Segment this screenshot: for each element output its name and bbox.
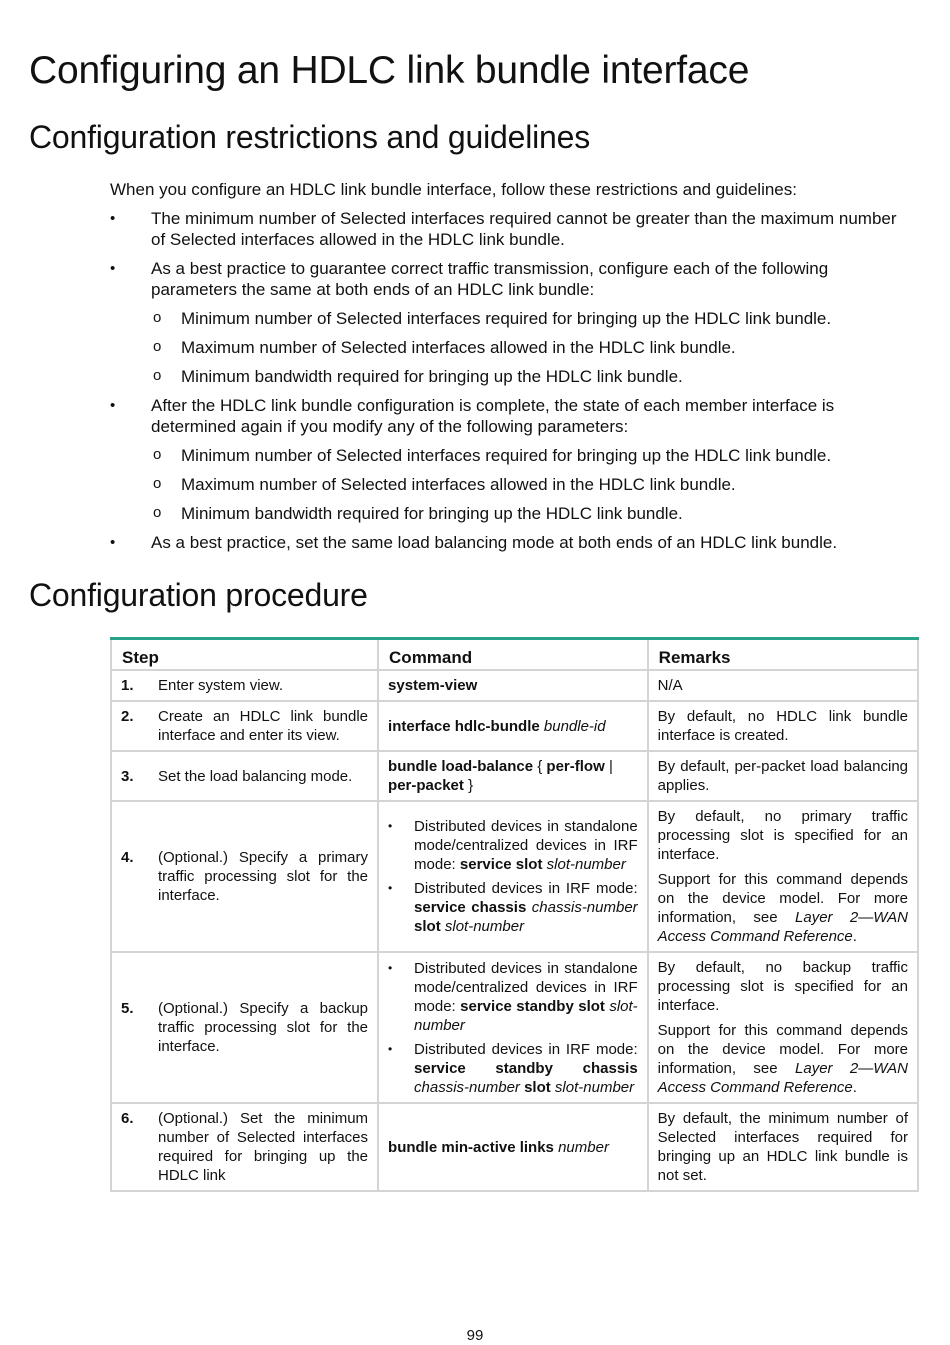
step-number: 3. — [121, 767, 134, 785]
command-argument: slot-number — [444, 918, 525, 935]
bullet-icon: • — [110, 210, 116, 227]
step-cell — [111, 801, 378, 952]
command-options-list — [388, 959, 638, 1097]
command-argument: chassis-number — [531, 899, 638, 916]
step-text: Enter system view. — [158, 677, 284, 694]
remark-period: . — [852, 1079, 857, 1096]
command-cell — [378, 701, 648, 751]
remarks-cell — [648, 670, 918, 701]
page-title: Configuring an HDLC link bundle interface — [29, 49, 750, 92]
table-header-row — [111, 639, 918, 671]
bullet-icon: • — [388, 881, 393, 895]
bullet-icon: • — [110, 534, 116, 551]
remarks-cell — [648, 801, 918, 952]
bullet-icon: • — [110, 260, 116, 277]
bullet-icon: • — [388, 1041, 393, 1056]
table-row — [111, 1103, 918, 1191]
command-punct: } — [468, 777, 474, 794]
table-row — [111, 670, 918, 701]
remarks-cell — [648, 1103, 918, 1191]
column-header-command: Command — [378, 639, 648, 671]
remark-text: By default, no primary traffic processing slot is specified for an interface. — [657, 808, 908, 863]
step-cell — [111, 1103, 378, 1191]
list-item-text: The minimum number of Selected interfaces required cannot be greater than the maximum number of Selected interfaces allowed in the HDLC link bundle. — [151, 209, 897, 249]
sub-list-item — [110, 474, 910, 495]
page-number: 99 — [466, 1327, 484, 1344]
table-row — [111, 701, 918, 751]
option-text: Distributed devices in standalone mode/centralized devices in IRF mode: — [414, 818, 638, 873]
command-keyword: bundle load-balance — [388, 758, 534, 775]
step-text: (Optional.) Specify a backup traffic processing slot for the interface. — [158, 1000, 369, 1055]
sub-list-item-text: Minimum number of Selected interfaces required for bringing up the HDLC link bundle. — [181, 446, 832, 465]
remark-text: Support for this command depends on the device model. For more information, see — [657, 1022, 908, 1077]
manual-reference: Layer 2—WAN Access Command Reference — [657, 909, 908, 945]
command-keyword: interface hdlc-bundle — [388, 717, 540, 735]
command-punct: { — [537, 758, 543, 775]
step-cell — [111, 751, 378, 801]
list-item-text: After the HDLC link bundle configuration is complete, the state of each member interface is determined again if you modify any of the following parameters: — [151, 396, 835, 436]
step-number: 1. — [121, 677, 134, 694]
sub-list-item — [110, 445, 910, 466]
list-item-text: As a best practice to guarantee correct traffic transmission, configure each of the following parameters the same at both ends of an HDLC link bundle: — [151, 259, 829, 299]
circle-bullet-icon: o — [153, 504, 162, 521]
step-text: Create an HDLC link bundle interface and enter its view. — [158, 708, 369, 744]
intro-paragraph: When you configure an HDLC link bundle interface, follow these restrictions and guidelines: — [110, 180, 797, 199]
sub-list-item — [110, 503, 910, 524]
remarks-cell — [648, 751, 918, 801]
command-argument: number — [558, 1138, 609, 1156]
remarks-cell — [648, 952, 918, 1103]
table-row — [111, 952, 918, 1103]
command-keyword: service slot — [459, 856, 543, 873]
step-number: 4. — [121, 849, 134, 866]
list-item — [388, 959, 638, 1035]
step-cell — [111, 670, 378, 701]
option-text: Distributed devices in IRF mode: — [414, 880, 638, 897]
sub-list-item-text: Minimum bandwidth required for bringing up the HDLC link bundle. — [181, 367, 683, 386]
section-heading-procedure: Configuration procedure — [29, 577, 368, 613]
command-cell — [378, 801, 648, 952]
sub-list-item — [110, 366, 910, 387]
table-row — [111, 751, 918, 801]
remark-text: Support for this command depends on the device model. For more information, see — [657, 871, 908, 926]
command-keyword: bundle min-active links — [388, 1138, 554, 1156]
circle-bullet-icon: o — [153, 309, 162, 326]
command-cell — [378, 751, 648, 801]
circle-bullet-icon: o — [153, 446, 162, 463]
option-text: Distributed devices in IRF mode: — [414, 1040, 638, 1058]
remark-reference-text — [658, 1021, 908, 1097]
step-text: (Optional.) Set the minimum number of Selected interfaces required for bringing up the HDLC link — [158, 1110, 369, 1184]
sub-list-item — [110, 308, 910, 329]
command-argument: slot-number — [554, 1078, 635, 1096]
remark-text: N/A — [657, 677, 683, 694]
command-keyword: service standby chassis — [414, 1059, 638, 1077]
command-keyword: per-packet — [388, 777, 464, 794]
command-argument: bundle-id — [543, 717, 606, 735]
procedure-table — [110, 637, 919, 1192]
list-item — [388, 879, 638, 936]
step-number: 5. — [121, 1000, 134, 1017]
command-keyword: slot — [414, 918, 441, 935]
step-text: Set the load balancing mode. — [158, 767, 353, 785]
table-row — [111, 801, 918, 952]
command-argument: chassis-number — [414, 1078, 520, 1096]
list-item — [110, 258, 910, 300]
step-text: (Optional.) Specify a primary traffic processing slot for the interface. — [158, 849, 369, 904]
command-cell — [378, 670, 648, 701]
remark-period: . — [852, 928, 857, 945]
command-argument: slot-number — [414, 997, 638, 1034]
command-keyword: service chassis — [414, 899, 527, 916]
remark-text: By default, no backup traffic processing slot is specified for an interface. — [657, 959, 908, 1014]
guidelines-list — [110, 208, 910, 561]
remark-reference-text — [658, 870, 908, 946]
command-options-list — [388, 817, 638, 936]
command-cell — [378, 952, 648, 1103]
circle-bullet-icon: o — [153, 475, 162, 492]
command-argument: slot-number — [546, 856, 626, 873]
command-keyword: per-flow — [546, 758, 605, 775]
remark-text: By default, per-packet load balancing applies. — [657, 758, 908, 794]
sub-list-item — [110, 337, 910, 358]
command-punct: | — [608, 758, 613, 775]
command-keyword: slot — [524, 1078, 551, 1096]
step-cell — [111, 952, 378, 1103]
manual-reference: Layer 2—WAN Access Command Reference — [657, 1060, 908, 1096]
circle-bullet-icon: o — [153, 367, 162, 384]
list-item — [388, 1040, 638, 1097]
sub-list-item-text: Minimum number of Selected interfaces required for bringing up the HDLC link bundle. — [181, 309, 832, 328]
column-header-step: Step — [111, 639, 378, 671]
list-item — [110, 532, 910, 553]
command-keyword: system-view — [388, 677, 478, 694]
list-item-text: As a best practice, set the same load balancing mode at both ends of an HDLC link bundle. — [151, 533, 838, 552]
circle-bullet-icon: o — [153, 338, 162, 355]
list-item — [110, 208, 910, 250]
remark-text: By default, the minimum number of Selected interfaces required for bringing up an HDLC link bundle is not set. — [657, 1110, 908, 1184]
bullet-icon: • — [388, 960, 393, 975]
remarks-cell — [648, 701, 918, 751]
step-cell — [111, 701, 378, 751]
list-item — [110, 395, 910, 437]
remark-text: By default, no HDLC link bundle interface is created. — [657, 708, 908, 744]
sub-list-item-text: Maximum number of Selected interfaces allowed in the HDLC link bundle. — [181, 475, 736, 494]
sub-list-item-text: Maximum number of Selected interfaces allowed in the HDLC link bundle. — [181, 338, 736, 357]
bullet-icon: • — [110, 397, 116, 414]
step-number: 6. — [121, 1110, 134, 1127]
list-item — [388, 817, 638, 874]
column-header-remarks: Remarks — [648, 639, 918, 671]
bullet-icon: • — [388, 819, 393, 833]
command-cell — [378, 1103, 648, 1191]
command-keyword: service standby slot — [460, 997, 605, 1015]
sub-list-item-text: Minimum bandwidth required for bringing up the HDLC link bundle. — [181, 504, 683, 523]
section-heading-restrictions: Configuration restrictions and guidelines — [29, 119, 591, 155]
option-text: Distributed devices in standalone mode/centralized devices in IRF mode: — [414, 959, 638, 1015]
step-number: 2. — [121, 708, 134, 725]
